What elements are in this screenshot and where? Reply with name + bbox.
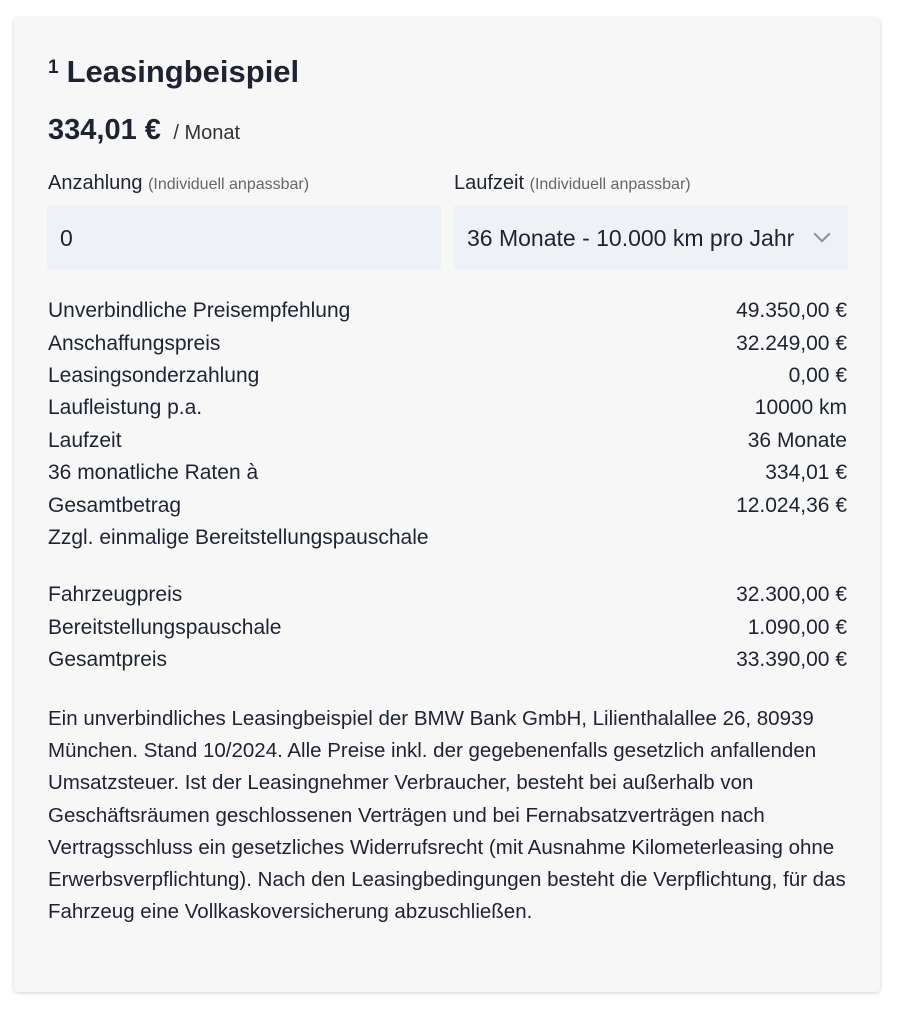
title-text: Leasingbeispiel: [66, 54, 300, 89]
term-select[interactable]: [454, 206, 848, 270]
total-label: Fahrzeugpreis: [48, 583, 183, 607]
detail-label: Leasingsonderzahlung: [48, 363, 260, 387]
detail-value: 10000 km: [754, 396, 847, 420]
detail-label: Unverbindliche Preisempfehlung: [48, 299, 351, 323]
term-label-text: Laufzeit: [454, 172, 525, 194]
down-payment-label: [48, 172, 309, 195]
detail-row: [48, 327, 847, 359]
detail-value: 334,01 €: [765, 461, 847, 485]
detail-label: Gesamtbetrag: [48, 493, 182, 517]
detail-value: 36 Monate: [747, 428, 847, 452]
detail-row: [48, 360, 847, 392]
total-row: [48, 611, 847, 643]
details-list: [48, 295, 847, 554]
down-payment-label-text: Anzahlung: [48, 172, 143, 194]
term-selected-value: 36 Monate - 10.000 km pro Jahr: [467, 224, 795, 251]
detail-row: [48, 295, 847, 327]
detail-label: Zzgl. einmalige Bereitstellungspauschale: [48, 525, 429, 549]
detail-row: [48, 457, 847, 489]
card-title: [48, 54, 299, 90]
detail-label: Laufleistung p.a.: [48, 396, 203, 420]
detail-row: [48, 489, 847, 521]
footnote-mark: 1: [48, 57, 59, 78]
total-row: [48, 644, 847, 676]
monthly-price: [48, 114, 240, 147]
detail-value: 49.350,00 €: [736, 299, 847, 323]
detail-row: [48, 522, 847, 554]
total-value: 32.300,00 €: [736, 583, 847, 607]
total-label: Bereitstellungspauschale: [48, 615, 282, 639]
legal-disclaimer: Ein unverbindliches Leasingbeispiel der BMW Bank GmbH, Lilienthalallee 26, 80939 München. Stand 10/2024. Alle Preise inkl. der gegebenenfalls gesetzlich anfallenden Umsatzsteuer. Ist der Leasingnehmer Verbraucher, besteht bei außerhalb von Geschäftsräumen geschlossenen Verträgen und bei Fernabsatzverträgen nach Vertragsschluss ein gesetzliches Widerrufsrecht (mit Ausnahme Kilometerleasing ohne Erwerbsverpflichtung). Nach den Leasingbedingungen besteht die Verpflichtung, für das Fahrzeug eine Vollkaskoversicherung abzuschließen.: [48, 707, 846, 924]
detail-value: 32.249,00 €: [736, 331, 847, 355]
total-row: [48, 579, 847, 611]
total-value: 1.090,00 €: [747, 615, 847, 639]
term-label: [454, 172, 691, 195]
detail-row: [48, 425, 847, 457]
detail-label: Laufzeit: [48, 428, 122, 452]
down-payment-value: 0: [60, 224, 73, 251]
total-label: Gesamtpreis: [48, 647, 168, 671]
totals-list: [48, 579, 847, 676]
down-payment-hint: (Individuell anpassbar): [148, 176, 310, 193]
total-value: 33.390,00 €: [736, 647, 847, 671]
chevron-down-icon: [814, 226, 831, 243]
leasing-example-card: [14, 18, 880, 992]
detail-row: [48, 392, 847, 424]
detail-label: Anschaffungspreis: [48, 331, 221, 355]
price-unit: / Monat: [173, 122, 241, 144]
detail-label: 36 monatliche Raten à: [48, 461, 259, 485]
detail-value: 12.024,36 €: [736, 493, 847, 517]
term-hint: (Individuell anpassbar): [529, 176, 691, 193]
down-payment-input[interactable]: [47, 206, 441, 270]
price-amount: 334,01 €: [48, 114, 161, 146]
detail-value: 0,00 €: [788, 363, 847, 387]
